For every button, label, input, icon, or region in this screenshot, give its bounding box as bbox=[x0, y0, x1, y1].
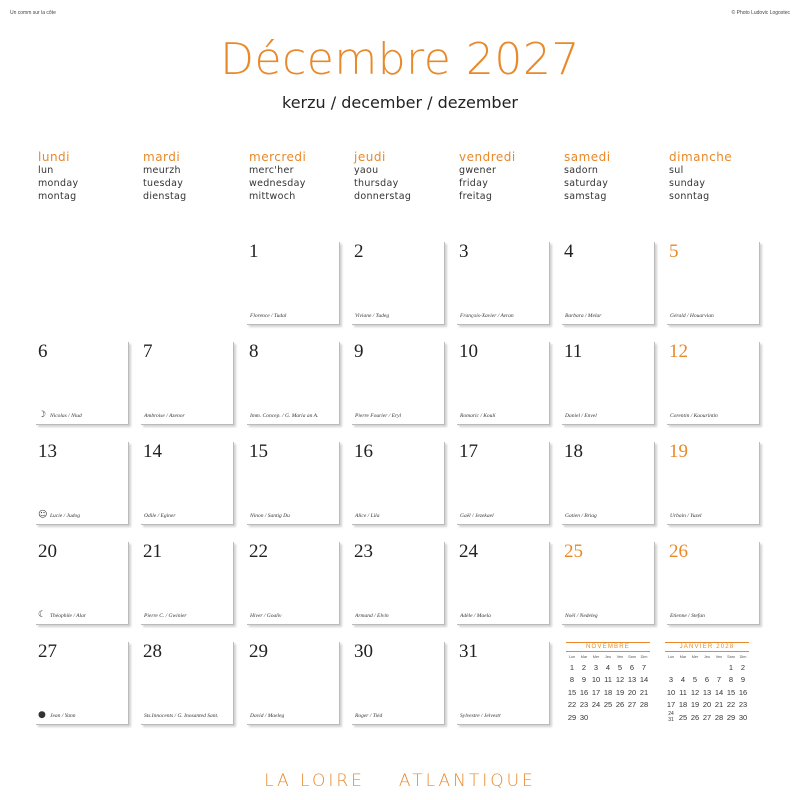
day-number: 8 bbox=[249, 341, 259, 362]
mini-calendar-day: 16 bbox=[738, 687, 748, 697]
day-number: 18 bbox=[564, 441, 583, 462]
day-number: 11 bbox=[564, 341, 583, 362]
mini-calendar-day bbox=[590, 711, 602, 724]
mini-calendar-day: 1 bbox=[569, 662, 575, 672]
saint-name: Odile / Eginer bbox=[144, 513, 176, 519]
day-number: 23 bbox=[354, 541, 373, 562]
day-number: 15 bbox=[249, 441, 268, 462]
day-number: 17 bbox=[459, 441, 478, 462]
moon-phase-icon: ● bbox=[38, 710, 46, 720]
mini-calendar-day: 23 bbox=[738, 700, 748, 710]
mini-calendar-day: 4 bbox=[680, 675, 686, 685]
weekday-header-tuesday bbox=[143, 150, 248, 203]
mini-calendar bbox=[665, 642, 749, 724]
mini-calendar-table bbox=[665, 653, 749, 724]
mini-calendar-weekday: Ven bbox=[715, 655, 723, 659]
mini-calendar-day: 21 bbox=[714, 700, 724, 710]
saint-name: Urbain / Yuzel bbox=[670, 513, 702, 519]
saint-name: Pierre C. / Gwinier bbox=[144, 613, 187, 619]
mini-calendar-weekday: Mer bbox=[592, 655, 600, 659]
saint-name: David / Maeleg bbox=[250, 713, 285, 719]
mini-calendar-day: 15 bbox=[726, 687, 736, 697]
mini-calendar-weekday: Lun bbox=[568, 655, 576, 659]
saint-name: Corentin / Kaourintin bbox=[670, 413, 718, 419]
mini-calendar-week bbox=[566, 686, 650, 699]
saint-name: Viviane / Tudeg bbox=[355, 313, 390, 319]
weekday-fr-label: mardi bbox=[143, 150, 181, 164]
mini-calendar-day: 10 bbox=[591, 675, 601, 685]
mini-calendar-day bbox=[638, 711, 650, 724]
weekday-header-thursday bbox=[354, 150, 459, 203]
mini-calendar-day: 6 bbox=[704, 675, 710, 685]
mini-calendar-day: 29 bbox=[726, 712, 736, 722]
mini-calendar-day: 9 bbox=[581, 675, 587, 685]
mini-calendar-weekday: Sam bbox=[628, 655, 636, 659]
weekday-de-label: donnerstag bbox=[354, 191, 412, 202]
saint-name: Jean / Yann bbox=[50, 713, 76, 719]
weekday-de-label: montag bbox=[38, 191, 77, 202]
mini-calendar-weekday: Dim bbox=[739, 655, 747, 659]
moon-phase-icon: ☾ bbox=[38, 610, 47, 620]
weekday-br-label: gwener bbox=[459, 165, 497, 176]
mini-calendar-day: 13 bbox=[702, 687, 712, 697]
mini-calendar-day: 10 bbox=[666, 687, 676, 697]
mini-calendar-day: 25 bbox=[603, 700, 613, 710]
mini-calendar-week bbox=[566, 661, 650, 674]
saint-name: Romaric / Koulí bbox=[460, 413, 496, 419]
mini-calendar-day bbox=[614, 711, 626, 724]
day-number: 21 bbox=[143, 541, 162, 562]
weekday-fr-label: jeudi bbox=[354, 150, 386, 164]
saint-name: Pierre Fourier / Eryl bbox=[355, 413, 402, 419]
mini-calendar bbox=[566, 642, 650, 724]
weekday-en-label: sunday bbox=[669, 178, 706, 189]
weekday-en-label: thursday bbox=[354, 178, 399, 189]
weekday-br-label: lun bbox=[38, 165, 54, 176]
footer-left: LA LOIRE bbox=[264, 771, 365, 791]
saint-name: Imm. Concep. / G. Maria an A. bbox=[250, 413, 319, 419]
mini-calendar-day: 11 bbox=[604, 675, 612, 685]
mini-calendar-day: 5 bbox=[617, 662, 623, 672]
mini-calendar-day: 26 bbox=[690, 712, 700, 722]
weekday-de-label: mittwoch bbox=[249, 191, 296, 202]
day-number: 22 bbox=[249, 541, 268, 562]
mini-calendar-week bbox=[566, 699, 650, 712]
mini-calendar-title: JANVIER 2028 bbox=[665, 642, 749, 652]
mini-calendar-day: 1 bbox=[728, 662, 734, 672]
mini-calendar-day-part: 24 bbox=[668, 711, 674, 718]
day-number: 30 bbox=[354, 641, 373, 662]
weekday-br-label: meurzh bbox=[143, 165, 181, 176]
weekday-en-label: monday bbox=[38, 178, 79, 189]
mini-calendar-day: 17 bbox=[666, 700, 676, 710]
mini-calendar-day: 22 bbox=[567, 700, 577, 710]
mini-calendar-day: 20 bbox=[702, 700, 712, 710]
weekday-header-monday bbox=[38, 150, 143, 203]
day-number: 5 bbox=[669, 241, 679, 262]
mini-calendar-day: 12 bbox=[615, 675, 625, 685]
weekday-br-label: merc'her bbox=[249, 165, 294, 176]
saint-name: Lucie / Judog bbox=[50, 513, 80, 519]
moon-phase-icon: ☽ bbox=[38, 410, 47, 420]
weekday-de-label: sonntag bbox=[669, 191, 710, 202]
weekday-de-label: samstag bbox=[564, 191, 607, 202]
mini-calendar-day bbox=[602, 711, 614, 724]
saint-name: Etienne / Stefan bbox=[670, 613, 705, 619]
mini-calendar-weekday: Sam bbox=[727, 655, 735, 659]
weekday-header-sunday bbox=[669, 150, 774, 203]
mini-calendar-weekday: Dim bbox=[640, 655, 648, 659]
saint-name: Hiver / Goañv bbox=[250, 613, 282, 619]
weekday-en-label: tuesday bbox=[143, 178, 184, 189]
saint-name: François-Xavier / Avran bbox=[460, 313, 514, 319]
weekday-header-saturday bbox=[564, 150, 669, 203]
mini-calendar-day: 3 bbox=[668, 675, 674, 685]
mini-calendar-week bbox=[665, 661, 749, 674]
weekday-en-label: friday bbox=[459, 178, 489, 189]
mini-calendar-day: 12 bbox=[690, 687, 700, 697]
saint-name: Ninon / Santig Du bbox=[250, 513, 290, 519]
weekday-fr-label: samedi bbox=[564, 150, 611, 164]
calendar-subtitle: kerzu / december / dezember bbox=[282, 93, 518, 112]
saint-name: Barbara / Melar bbox=[565, 313, 602, 319]
mini-calendar-weekday: Ven bbox=[616, 655, 624, 659]
day-number: 26 bbox=[669, 541, 688, 562]
mini-calendar-day: 15 bbox=[567, 687, 577, 697]
day-number: 10 bbox=[459, 341, 478, 362]
mini-calendar-day bbox=[713, 661, 725, 674]
mini-calendar-day: 25 bbox=[678, 712, 688, 722]
day-number: 3 bbox=[459, 241, 469, 262]
mini-calendar-day: 20 bbox=[627, 687, 637, 697]
weekday-fr-label: lundi bbox=[38, 150, 70, 164]
mini-calendar-day: 29 bbox=[567, 712, 577, 722]
saint-name: Nicolas / Niud bbox=[50, 413, 82, 419]
mini-calendar-day: 9 bbox=[740, 675, 746, 685]
mini-calendar-week bbox=[665, 699, 749, 712]
mini-calendar-day: 28 bbox=[639, 700, 649, 710]
mini-calendar-day: 7 bbox=[716, 675, 722, 685]
mini-calendar-week bbox=[665, 686, 749, 699]
mini-calendar-day: 23 bbox=[579, 700, 589, 710]
mini-calendar-day bbox=[665, 711, 677, 724]
saint-name: Ambroise / Azenor bbox=[144, 413, 185, 419]
mini-calendar-day: 27 bbox=[627, 700, 637, 710]
mini-calendar-day bbox=[677, 661, 689, 674]
saint-name: Théophile / Alar bbox=[50, 613, 86, 619]
saint-name: Noël / Nedeleg bbox=[565, 613, 598, 619]
mini-calendar-day: 13 bbox=[627, 675, 637, 685]
weekday-fr-label: vendredi bbox=[459, 150, 516, 164]
mini-calendar-header-row bbox=[665, 653, 749, 661]
mini-calendar-weekday: Mar bbox=[580, 655, 588, 659]
mini-calendar-day bbox=[665, 661, 677, 674]
weekday-br-label: sadorn bbox=[564, 165, 599, 176]
footer-right: ATLANTIQUE bbox=[398, 771, 536, 791]
mini-calendar-day bbox=[689, 661, 701, 674]
mini-calendar-week bbox=[665, 674, 749, 687]
weekday-en-label: saturday bbox=[564, 178, 609, 189]
top-left-note: Un comm sur la côte bbox=[10, 10, 56, 16]
day-number: 16 bbox=[354, 441, 373, 462]
mini-calendar-day: 14 bbox=[714, 687, 724, 697]
mini-calendar-weekday: Lun bbox=[667, 655, 675, 659]
saint-name: Gaël / Jezekael bbox=[460, 513, 494, 519]
day-number: 31 bbox=[459, 641, 478, 662]
saint-name: Sts.Innocents / G. Inosanted Sant. bbox=[144, 713, 219, 719]
mini-calendar-day: 17 bbox=[591, 687, 601, 697]
day-number: 1 bbox=[249, 241, 259, 262]
mini-calendar-day: 2 bbox=[581, 662, 587, 672]
day-number: 25 bbox=[564, 541, 583, 562]
mini-calendar-day: 30 bbox=[738, 712, 748, 722]
day-number: 12 bbox=[669, 341, 688, 362]
weekday-en-label: wednesday bbox=[249, 178, 306, 189]
mini-calendar-day bbox=[626, 711, 638, 724]
day-number: 7 bbox=[143, 341, 153, 362]
day-number: 4 bbox=[564, 241, 574, 262]
day-number: 2 bbox=[354, 241, 364, 262]
day-number: 6 bbox=[38, 341, 48, 362]
saint-name: Adèle / Maela bbox=[460, 613, 491, 619]
mini-calendar-weekday: Mer bbox=[691, 655, 699, 659]
mini-calendar-day: 26 bbox=[615, 700, 625, 710]
mini-calendar-day: 14 bbox=[639, 675, 649, 685]
saint-name: Florence / Tudal bbox=[250, 313, 287, 319]
mini-calendar-day: 22 bbox=[726, 700, 736, 710]
weekday-br-label: yaou bbox=[354, 165, 379, 176]
weekday-header-friday bbox=[459, 150, 564, 203]
mini-calendar-day: 5 bbox=[692, 675, 698, 685]
mini-calendar-weekday: Mar bbox=[679, 655, 687, 659]
calendar-title: Décembre 2027 bbox=[220, 34, 580, 85]
mini-calendar-day: 19 bbox=[615, 687, 625, 697]
mini-calendar-week bbox=[566, 711, 650, 724]
weekday-fr-label: dimanche bbox=[669, 150, 733, 164]
day-number: 13 bbox=[38, 441, 57, 462]
mini-calendar-weekday: Jeu bbox=[703, 655, 711, 659]
mini-calendar-day: 18 bbox=[603, 687, 613, 697]
mini-calendar-day: 24 bbox=[591, 700, 601, 710]
day-number: 20 bbox=[38, 541, 57, 562]
weekday-header-wednesday bbox=[249, 150, 354, 203]
mini-calendar-day-part: 31 bbox=[668, 717, 674, 724]
day-number: 24 bbox=[459, 541, 478, 562]
mini-calendar-day: 8 bbox=[728, 675, 734, 685]
mini-calendar-day: 4 bbox=[605, 662, 611, 672]
day-number: 29 bbox=[249, 641, 268, 662]
day-number: 19 bbox=[669, 441, 688, 462]
mini-calendar-day: 28 bbox=[714, 712, 724, 722]
mini-calendar-day: 7 bbox=[641, 662, 647, 672]
mini-calendar-day: 8 bbox=[569, 675, 575, 685]
mini-calendar-day: 21 bbox=[639, 687, 649, 697]
saint-name: Gatien / Briag bbox=[565, 513, 597, 519]
day-number: 14 bbox=[143, 441, 162, 462]
saint-name: Sylvestre / Jelvestr bbox=[460, 713, 502, 719]
mini-calendar-day: 2 bbox=[740, 662, 746, 672]
moon-phase-icon: ☺ bbox=[38, 510, 48, 520]
footer-title bbox=[0, 771, 800, 791]
weekday-br-label: sul bbox=[669, 165, 684, 176]
weekday-de-label: dienstag bbox=[143, 191, 187, 202]
mini-calendar-day bbox=[701, 661, 713, 674]
day-number: 9 bbox=[354, 341, 364, 362]
day-number: 27 bbox=[38, 641, 57, 662]
mini-calendar-week bbox=[665, 711, 749, 724]
weekday-de-label: freitag bbox=[459, 191, 493, 202]
mini-calendar-day: 27 bbox=[702, 712, 712, 722]
mini-calendar-day: 11 bbox=[679, 687, 687, 697]
mini-calendar-day: 19 bbox=[690, 700, 700, 710]
mini-calendar-day: 3 bbox=[593, 662, 599, 672]
saint-name: Daniel / Envel bbox=[565, 413, 597, 419]
mini-calendar-table bbox=[566, 653, 650, 724]
mini-calendar-title: NOVEMBRE bbox=[566, 642, 650, 652]
weekday-fr-label: mercredi bbox=[249, 150, 307, 164]
mini-calendar-day: 6 bbox=[629, 662, 635, 672]
day-number: 28 bbox=[143, 641, 162, 662]
photo-credit: © Photo Ludovic Logostec bbox=[731, 10, 790, 16]
mini-calendar-week bbox=[566, 674, 650, 687]
saint-name: Gérald / Houarvian bbox=[670, 313, 714, 319]
mini-calendar-weekday: Jeu bbox=[604, 655, 612, 659]
mini-calendar-day: 18 bbox=[678, 700, 688, 710]
saint-name: Alice / Lila bbox=[355, 513, 380, 519]
mini-calendar-day: 30 bbox=[579, 712, 589, 722]
mini-calendar-header-row bbox=[566, 653, 650, 661]
saint-name: Roger / Tiéd bbox=[355, 713, 383, 719]
saint-name: Armand / Elvin bbox=[355, 613, 389, 619]
mini-calendar-day: 16 bbox=[579, 687, 589, 697]
